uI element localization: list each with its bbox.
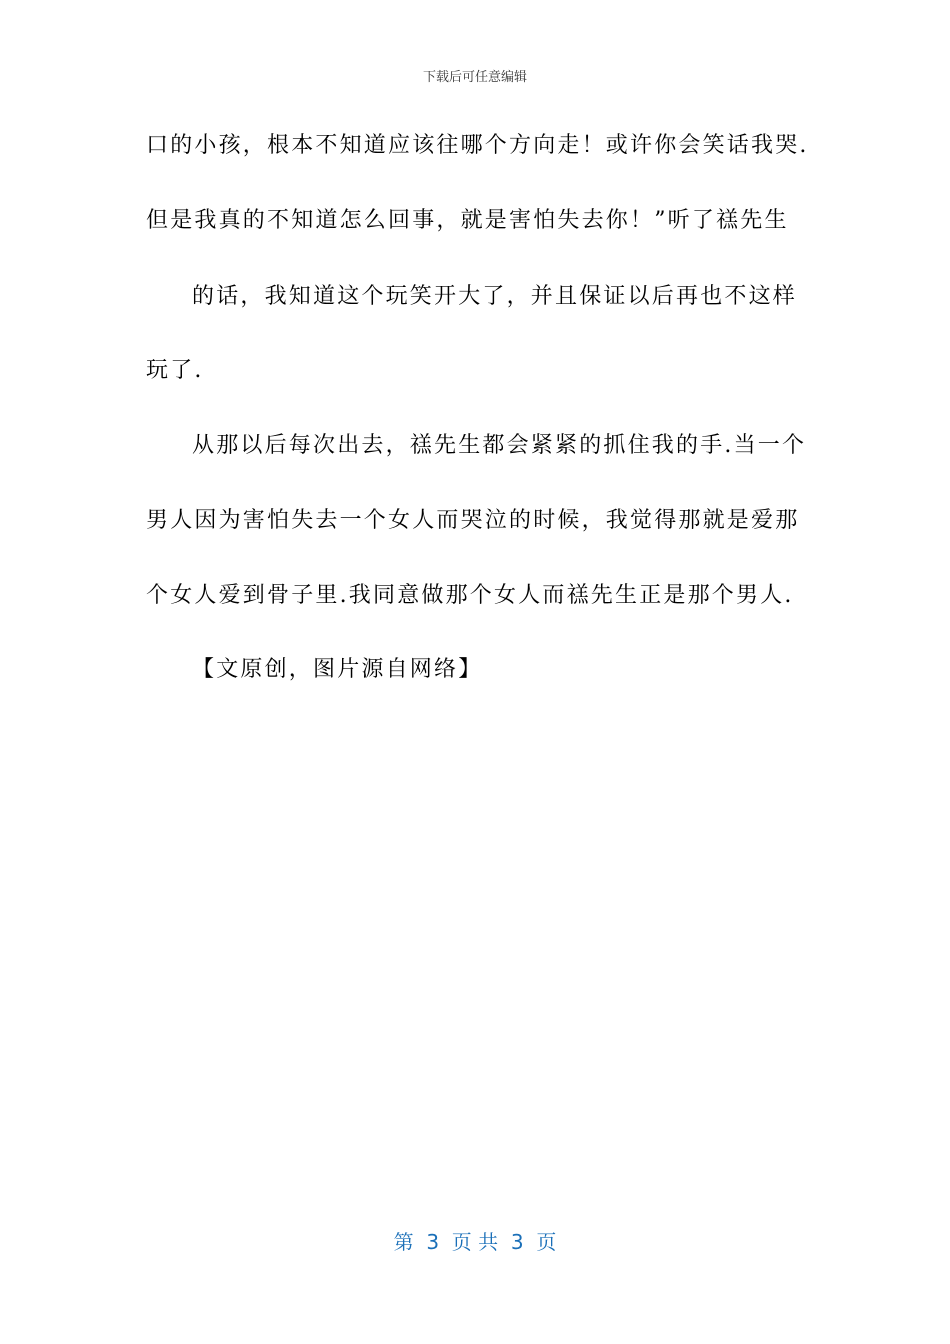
page-number-footer: 第 3 页 共 3 页 <box>393 1230 557 1254</box>
body-line-2: 但是我真的不知道怎么回事，就是害怕失去你！”听了禚先生 <box>146 208 789 233</box>
body-line-8: 【文原创，图片源自网络】 <box>192 657 483 682</box>
body-line-1: 口的小孩，根本不知道应该往哪个方向走！或许你会笑话我哭. <box>146 133 809 158</box>
body-line-5: 从那以后每次出去，禚先生都会紧紧的抓住我的手.当一个 <box>192 433 807 458</box>
body-line-3: 的话，我知道这个玩笑开大了，并且保证以后再也不这样 <box>192 284 798 309</box>
body-line-4: 玩了. <box>146 358 204 383</box>
page-header-note: 下载后可任意编辑 <box>422 70 527 85</box>
body-line-6: 男人因为害怕失去一个女人而哭泣的时候，我觉得那就是爱那 <box>146 508 800 533</box>
body-line-7: 个女人爱到骨子里.我同意做那个女人而禚先生正是那个男人. <box>146 583 794 608</box>
